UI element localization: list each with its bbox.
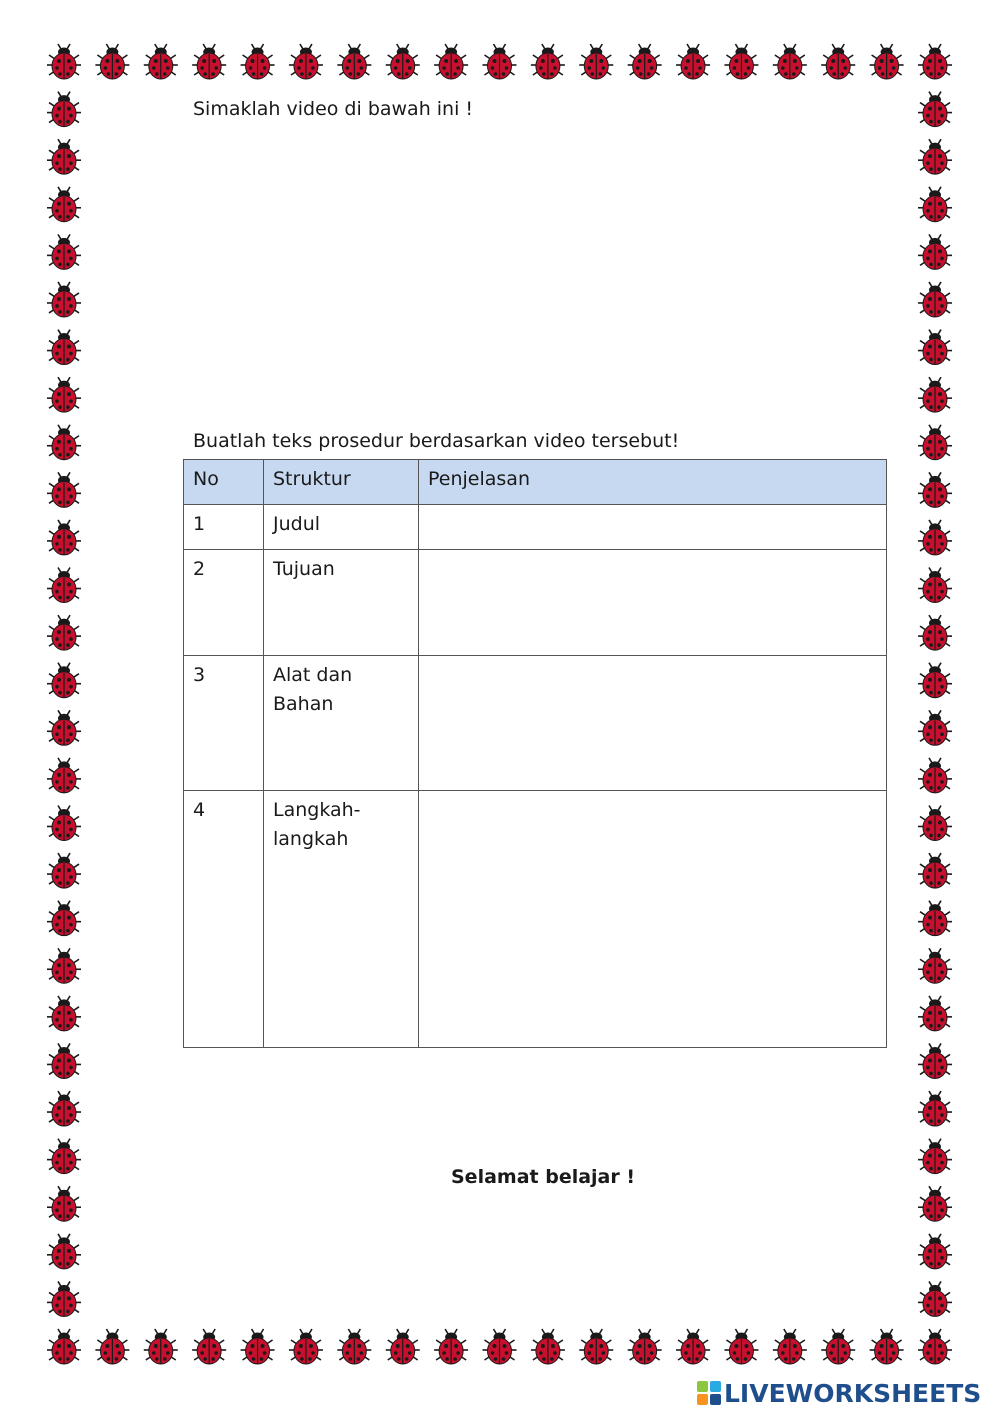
ladybug-icon [337, 1329, 371, 1364]
ladybug-icon [241, 44, 275, 79]
ladybug-icon [918, 520, 952, 555]
ladybug-icon [289, 44, 323, 79]
row-number: 4 [184, 791, 264, 1048]
ladybug-icon [47, 805, 81, 840]
ladybug-icon [918, 663, 952, 698]
ladybug-icon [918, 901, 952, 936]
liveworksheets-brand[interactable] [697, 1378, 981, 1408]
ladybug-icon [47, 1139, 81, 1174]
row-structure: Tujuan [264, 550, 419, 656]
header-struktur: Struktur [264, 460, 419, 505]
ladybug-icon [47, 568, 81, 603]
ladybug-icon [47, 1091, 81, 1126]
ladybug-icon [483, 44, 517, 79]
answer-cell[interactable] [419, 656, 887, 791]
ladybug-icon [47, 139, 81, 174]
ladybug-icon [47, 282, 81, 317]
ladybug-icon [773, 44, 807, 79]
ladybug-icon [724, 1329, 758, 1364]
ladybug-icon [47, 1281, 81, 1316]
ladybug-icon [579, 1329, 613, 1364]
ladybug-icon [241, 1329, 275, 1364]
answer-cell[interactable] [419, 791, 887, 1048]
ladybug-icon [918, 710, 952, 745]
ladybug-icon [918, 758, 952, 793]
answer-cell[interactable] [419, 505, 887, 550]
ladybug-icon [47, 758, 81, 793]
ladybug-icon [918, 853, 952, 888]
table-row [184, 505, 887, 550]
ladybug-icon [918, 1139, 952, 1174]
table-row [184, 791, 887, 1048]
ladybug-icon [47, 1329, 81, 1364]
ladybug-icon [918, 377, 952, 412]
table-row [184, 550, 887, 656]
ladybug-icon [918, 330, 952, 365]
ladybug-icon [531, 44, 565, 79]
ladybug-icon [676, 44, 710, 79]
ladybug-icon [870, 44, 904, 79]
ladybug-icon [47, 92, 81, 127]
ladybug-icon [47, 901, 81, 936]
header-no: No [184, 460, 264, 505]
table-row [184, 656, 887, 791]
ladybug-icon [773, 1329, 807, 1364]
header-penjelasan: Penjelasan [419, 460, 887, 505]
ladybug-icon [918, 472, 952, 507]
ladybug-icon [47, 1234, 81, 1269]
ladybug-icon [144, 44, 178, 79]
ladybug-icon [531, 1329, 565, 1364]
ladybug-icon [918, 996, 952, 1031]
ladybug-icon [47, 996, 81, 1031]
procedure-structure-table [183, 459, 887, 1048]
ladybug-icon [47, 948, 81, 983]
brand-wordmark: LIVEWORKSHEETS [724, 1378, 982, 1408]
ladybug-icon [918, 234, 952, 269]
ladybug-icon [144, 1329, 178, 1364]
ladybug-icon [918, 139, 952, 174]
ladybug-icon [47, 377, 81, 412]
ladybug-icon [47, 1043, 81, 1078]
ladybug-icon [483, 1329, 517, 1364]
ladybug-icon [386, 44, 420, 79]
ladybug-icon [628, 44, 662, 79]
ladybug-icon [918, 1091, 952, 1126]
ladybug-icon [47, 330, 81, 365]
ladybug-icon [192, 1329, 226, 1364]
row-number: 1 [184, 505, 264, 550]
ladybug-icon [386, 1329, 420, 1364]
ladybug-icon [47, 1186, 81, 1221]
ladybug-icon [47, 663, 81, 698]
closing-message: Selamat belajar ! [451, 1166, 636, 1188]
row-structure: Judul [264, 505, 419, 550]
ladybug-icon [579, 44, 613, 79]
ladybug-icon [47, 520, 81, 555]
ladybug-icon [337, 44, 371, 79]
table-header-row [184, 460, 887, 505]
ladybug-icon [47, 234, 81, 269]
answer-cell[interactable] [419, 550, 887, 656]
ladybug-icon [870, 1329, 904, 1364]
ladybug-icon [434, 1329, 468, 1364]
ladybug-icon [918, 425, 952, 460]
ladybug-icon [47, 187, 81, 222]
ladybug-icon [918, 615, 952, 650]
ladybug-icon [821, 44, 855, 79]
ladybug-icon [47, 853, 81, 888]
ladybug-icon [918, 92, 952, 127]
ladybug-icon [628, 1329, 662, 1364]
liveworksheets-logo-icon [697, 1381, 721, 1405]
ladybug-icon [918, 1186, 952, 1221]
ladybug-icon [95, 44, 129, 79]
ladybug-icon [821, 1329, 855, 1364]
ladybug-icon [724, 44, 758, 79]
ladybug-icon [47, 615, 81, 650]
ladybug-icon [47, 472, 81, 507]
ladybug-icon [289, 1329, 323, 1364]
row-structure: Langkah-langkah [264, 791, 419, 1048]
ladybug-icon [918, 805, 952, 840]
intro-instruction: Simaklah video di bawah ini ! [193, 98, 474, 120]
ladybug-icon [918, 948, 952, 983]
ladybug-icon [918, 1329, 952, 1364]
ladybug-icon [47, 44, 81, 79]
ladybug-icon [918, 1281, 952, 1316]
ladybug-icon [918, 1043, 952, 1078]
row-number: 3 [184, 656, 264, 791]
ladybug-icon [918, 568, 952, 603]
task-instruction: Buatlah teks prosedur berdasarkan video tersebut! [193, 430, 680, 452]
ladybug-icon [918, 1234, 952, 1269]
ladybug-icon [918, 187, 952, 222]
ladybug-icon [192, 44, 226, 79]
ladybug-icon [47, 425, 81, 460]
ladybug-icon [47, 710, 81, 745]
ladybug-icon [918, 44, 952, 79]
ladybug-icon [676, 1329, 710, 1364]
row-structure: Alat dan Bahan [264, 656, 419, 791]
ladybug-icon [918, 282, 952, 317]
ladybug-icon [434, 44, 468, 79]
row-number: 2 [184, 550, 264, 656]
ladybug-icon [95, 1329, 129, 1364]
